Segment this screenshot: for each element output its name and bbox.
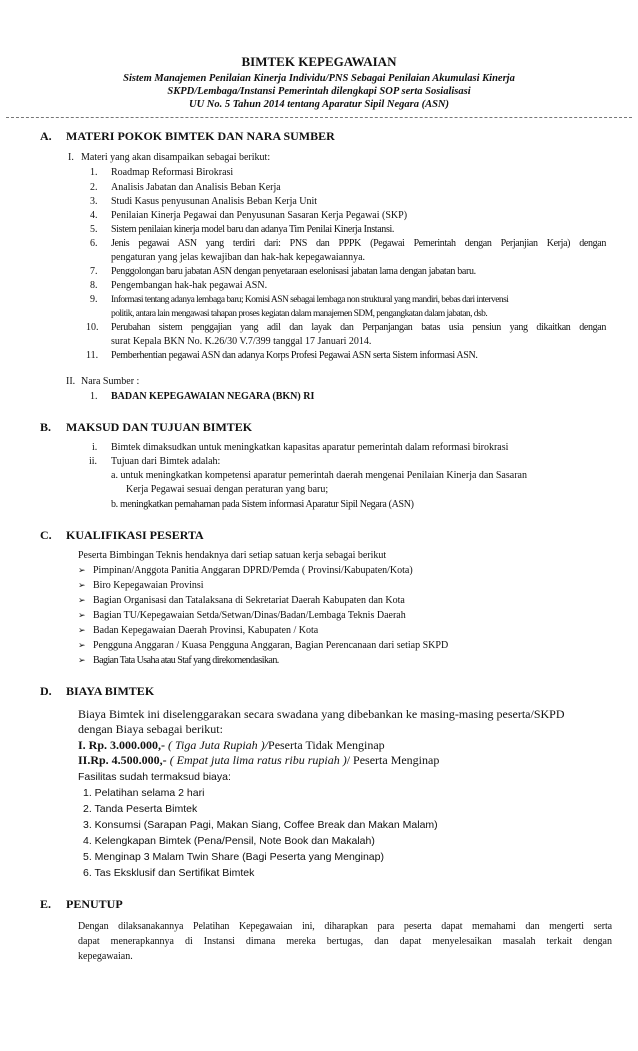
goal-b-line: b. meningkatkan pemahaman pada Sistem informasi Aparatur Sipil Negara (ASN) [111, 499, 414, 510]
part-2-intro: Nara Sumber : [81, 376, 140, 387]
section-c-heading [40, 528, 204, 543]
item-10-text-line-2: surat Kepala BKN No. K.26/30 V.7/399 tanggal 17 Januari 2014. [111, 336, 372, 347]
item-2-number: 2. [90, 182, 98, 193]
subtitle-line-1: Sistem Manajemen Penilaian Kinerja Individu/PNS Sebagai Penilaian Akumulasi Kinerja [123, 73, 515, 84]
item-6-text-line-1: Jenis pegawai ASN yang terdiri dari: PNS dan PPPK (Pegawai Pemerintah dengan Perjanjian Kerja) dengan [111, 238, 606, 249]
subtitle-line-2: SKPD/Lembaga/Instansi Pemerintah dilengkapi SOP serta Sosialisasi [167, 86, 471, 97]
source-name: BADAN KEPEGAWAIAN NEGARA (BKN) RI [111, 391, 315, 402]
item-9-text-line-1: Informasi tentang adanya lembaga baru; Komisi ASN sebagai lembaga non struktural yang mandiri, bebas dari intervensi [111, 295, 509, 305]
part-2-number: II. [66, 376, 76, 387]
cost-option-1-words: ( Tiga Juta Rupiah )/ [165, 738, 269, 752]
subtitle-line-3: UU No. 5 Tahun 2014 tentang Aparatur Sipil Negara (ASN) [188, 99, 450, 110]
arrow-bullet-icon: ➢ [78, 565, 86, 575]
cost-option-1 [78, 738, 385, 752]
closing-paragraph-line-2: dapat menerapkannya di Instansi dimana mereka bertugas, dan dapat menyelesaikan masalah terkait dengan [78, 936, 612, 947]
section-e-letter: E. [40, 897, 52, 911]
arrow-bullet-icon: ➢ [78, 625, 86, 635]
section-a-title: MATERI POKOK BIMTEK DAN NARA SUMBER [66, 129, 335, 143]
item-4-text: Penilaian Kinerja Pegawai dan Penyusunan Sasaran Kerja Pegawai (SKP) [111, 210, 408, 221]
cost-option-1-amount: I. Rp. 3.000.000,- [78, 738, 166, 752]
cost-option-2-type: / Peserta Menginap [346, 753, 440, 767]
item-9-text-line-2: politik, antara lain mengawasi tahapan proses kegiatan dalam manajemen SDM, pengangkatan dalam jabatan, dsb. [111, 309, 488, 319]
facilities-title: Fasilitas sudah termaksud biaya: [78, 771, 231, 783]
item-11-text: Pemberhentian pegawai ASN dan adanya Korps Profesi Pegawai ASN serta Sistem informasi ASN. [111, 350, 478, 361]
section-c-title: KUALIFIKASI PESERTA [66, 528, 204, 542]
participant-item-3: Bagian Organisasi dan Tatalaksana di Sekretariat Daerah Kabupaten dan Kota [93, 595, 405, 606]
section-e-title: PENUTUP [66, 897, 123, 911]
cost-option-2-amount: II.Rp. 4.500.000,- [78, 753, 167, 767]
section-b-title: MAKSUD DAN TUJUAN BIMTEK [66, 420, 253, 434]
participant-item-7: Bagian Tata Usaha atau Staf yang direkomendasikan. [93, 655, 279, 666]
item-5-text: Sistem penilaian kinerja model baru dan adanya Tim Penilai Kinerja Instansi. [111, 224, 395, 235]
purpose-i-text: Bimtek dimaksudkan untuk meningkatkan kapasitas aparatur pemerintah dalam reformasi birokrasi [111, 442, 509, 453]
cost-intro-line-2: dengan Biaya sebagai berikut: [78, 722, 223, 736]
participants-intro: Peserta Bimbingan Teknis hendaknya dari setiap satuan kerja sebagai berikut [78, 550, 387, 561]
facility-item-3: 3. Konsumsi (Sarapan Pagi, Makan Siang, Coffee Break dan Makan Malam) [83, 819, 438, 831]
participant-item-2: Biro Kepegawaian Provinsi [93, 580, 204, 591]
closing-paragraph-line-3: kepegawaian. [78, 951, 133, 962]
closing-paragraph-line-1: Dengan dilaksanakannya Pelatihan Kepegawaian ini, diharapkan para peserta dapat memahami dan mengerti serta [78, 921, 612, 932]
part-1-number: I. [68, 152, 74, 163]
participant-item-5: Badan Kepegawaian Daerah Provinsi, Kabupaten / Kota [93, 625, 319, 636]
item-1-number: 1. [90, 167, 98, 178]
section-d-letter: D. [40, 684, 52, 698]
item-3-text: Studi Kasus penyusunan Analisis Beban Kerja Unit [111, 196, 318, 207]
section-e-heading [40, 897, 123, 912]
goal-a-line-2: Kerja Pegawai sesuai dengan peraturan yang baru; [126, 484, 329, 495]
item-2-text: Analisis Jabatan dan Analisis Beban Kerja [111, 182, 281, 193]
facility-item-2: 2. Tanda Peserta Bimtek [83, 803, 198, 815]
item-6-text-line-2: pengaturan yang jelas kewajiban dan hak-hak kepegawaiannya. [111, 252, 366, 263]
item-4-number: 4. [90, 210, 98, 221]
document-title: BIMTEK KEPEGAWAIAN [241, 54, 397, 69]
item-6-number: 6. [90, 238, 98, 249]
goal-a-line-1: a. untuk meningkatkan kompetensi aparatur pemerintah daerah mengenai Penilaian Kinerja dan Sasaran [111, 470, 527, 481]
participant-item-4: Bagian TU/Kepegawaian Setda/Setwan/Dinas/Badan/Lembaga Teknis Daerah [93, 610, 406, 621]
purpose-i-number: i. [92, 442, 98, 453]
arrow-bullet-icon: ➢ [78, 610, 86, 620]
participant-item-6: Pengguna Anggaran / Kuasa Pengguna Anggaran, Bagian Perencanaan dari setiap SKPD [93, 640, 449, 651]
item-8-text: Pengembangan hak-hak pegawai ASN. [111, 280, 268, 291]
cost-intro-line-1: Biaya Bimtek ini diselenggarakan secara swadana yang dibebankan ke masing-masing peserta/SKPD [78, 707, 565, 721]
item-7-number: 7. [90, 266, 98, 277]
item-7-text: Penggolongan baru jabatan ASN dengan penyetaraan eselonisasi jabatan lama dengan jabatan baru. [111, 266, 476, 277]
participant-item-1: Pimpinan/Anggota Panitia Anggaran DPRD/Pemda ( Provinsi/Kabupaten/Kota) [93, 565, 413, 576]
item-10-number: 10. [86, 322, 99, 333]
item-5-number: 5. [90, 224, 98, 235]
purpose-ii-number: ii. [89, 456, 98, 467]
item-10-text-line-1: Perubahan sistem penggajian yang adil dan layak dan Perpanjangan batas usia pensiun yang dikaitkan dengan [111, 322, 606, 333]
facility-item-6: 6. Tas Eksklusif dan Sertifikat Bimtek [83, 867, 255, 879]
source-number: 1. [90, 391, 98, 402]
section-c-letter: C. [40, 528, 52, 542]
item-1-text: Roadmap Reformasi Birokrasi [111, 167, 234, 178]
section-b-heading [40, 420, 252, 435]
item-11-number: 11. [86, 350, 99, 361]
section-a-letter: A. [40, 129, 52, 143]
arrow-bullet-icon: ➢ [78, 640, 86, 650]
arrow-bullet-icon: ➢ [78, 595, 86, 605]
facility-item-5: 5. Menginap 3 Malam Twin Share (Bagi Peserta yang Menginap) [83, 851, 384, 863]
section-d-title: BIAYA BIMTEK [66, 684, 155, 698]
arrow-bullet-icon: ➢ [78, 655, 86, 665]
section-b-letter: B. [40, 420, 52, 434]
cost-option-2 [78, 753, 439, 767]
cost-option-2-words: ( Empat juta lima ratus ribu rupiah ) [166, 753, 347, 767]
facility-item-1: 1. Pelatihan selama 2 hari [83, 787, 205, 799]
facility-item-4: 4. Kelengkapan Bimtek (Pena/Pensil, Note Book dan Makalah) [83, 835, 375, 847]
item-3-number: 3. [90, 196, 98, 207]
part-1-intro: Materi yang akan disampaikan sebagai berikut: [81, 152, 271, 163]
arrow-bullet-icon: ➢ [78, 580, 86, 590]
cost-option-1-type: Peserta Tidak Menginap [268, 738, 385, 752]
section-d-heading [40, 684, 154, 699]
item-9-number: 9. [90, 294, 98, 305]
item-8-number: 8. [90, 280, 98, 291]
section-a-heading [40, 129, 335, 144]
purpose-ii-text: Tujuan dari Bimtek adalah: [111, 456, 221, 467]
header-separator [6, 117, 632, 118]
